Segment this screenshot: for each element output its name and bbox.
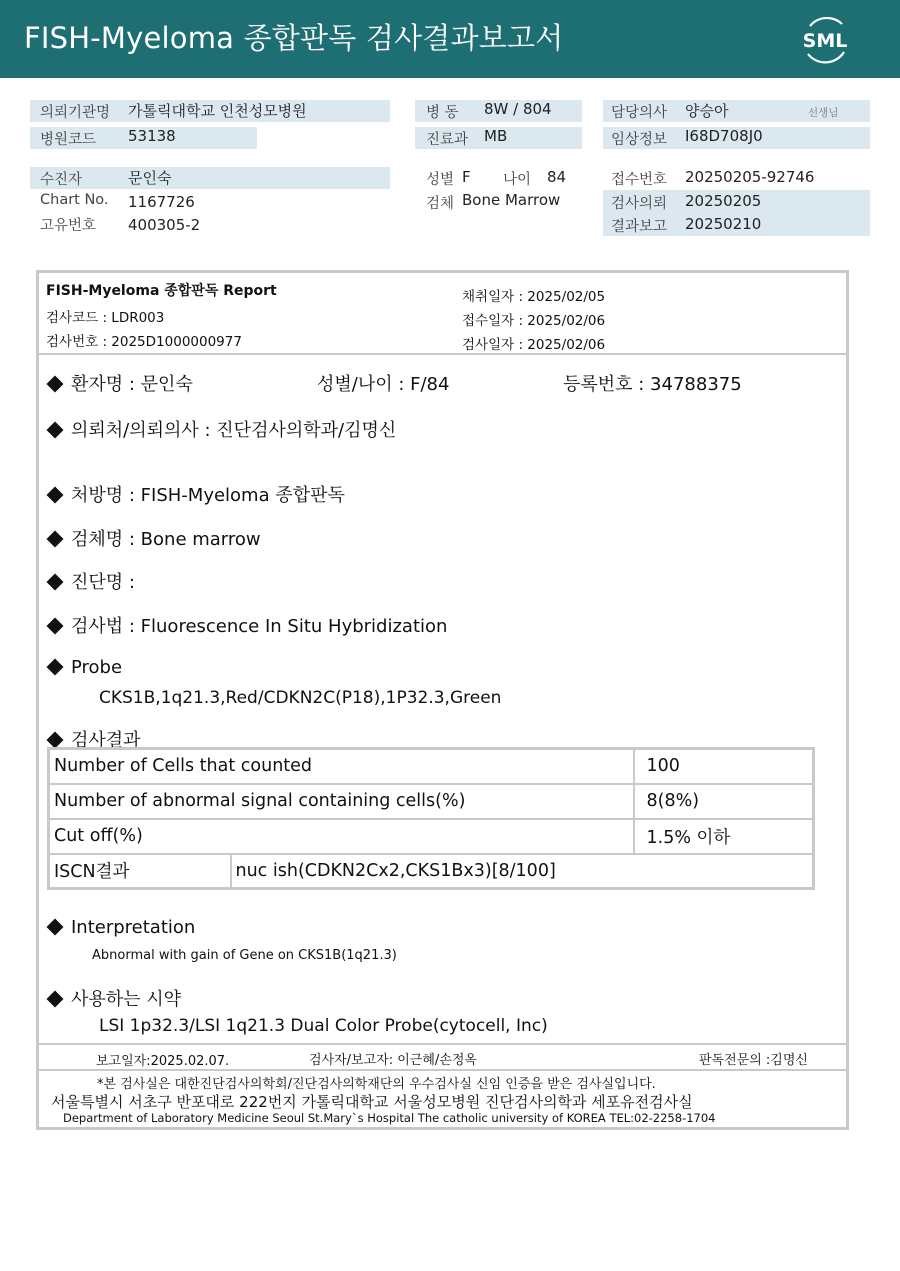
method: 검사법 : Fluorescence In Situ Hybridization (45, 612, 447, 638)
clinical-label: 임상정보 (611, 132, 668, 148)
diamond-bullet-icon (47, 574, 64, 591)
table-row (49, 854, 814, 889)
report-frame (36, 270, 849, 1130)
specialist: 판독전문의 :김명신 (699, 1053, 808, 1068)
chart-label: Chart No. (40, 192, 109, 208)
result-value-cell: 1.5% 이하 (634, 819, 814, 854)
table-row (49, 749, 814, 784)
iscn-label-cell: ISCN결과 (49, 854, 231, 889)
referrer: 의뢰처/의뢰의사 : 진단검사의학과/김명신 (45, 416, 396, 442)
sml-logo (798, 12, 852, 66)
patient-name: 환자명 : 문인숙 (45, 370, 193, 396)
result-value-cell: 100 (634, 749, 814, 784)
certification-note: *본 검사실은 대한진단검사의학회/진단검사의학재단의 우수검사실 신임 인증을 받은 검사실입니다. (97, 1077, 656, 1092)
exam-date: 검사일자 : 2025/02/06 (462, 337, 606, 353)
sex-age: 성별/나이 : F/84 (317, 374, 450, 395)
diamond-bullet-icon (47, 732, 64, 749)
header-bar (0, 0, 900, 78)
lab-address: 서울특별시 서초구 반포대로 222번지 가톨릭대학교 서울성모병원 진단검사의학과 세포유전검사실 (51, 1093, 693, 1111)
diamond-bullet-icon (47, 376, 64, 393)
probe-label: Probe (45, 657, 122, 678)
result-value-cell: 8(8%) (634, 784, 814, 819)
diamond-bullet-icon (47, 422, 64, 439)
iscn-value-cell: nuc ish(CDKN2Cx2,CKS1Bx3)[8/100] (231, 854, 814, 889)
report-date: 보고일자:2025.02.07. (96, 1054, 230, 1069)
doctor-value: 양승아 (685, 102, 729, 120)
result-date-value: 20250210 (685, 215, 762, 233)
result-label-cell: Number of Cells that counted (49, 749, 634, 784)
age-label: 나이 (503, 172, 532, 188)
table-row (49, 819, 814, 854)
receipt-label: 접수번호 (611, 172, 668, 188)
report-title: FISH-Myeloma 종합판독 Report (46, 283, 277, 299)
logo-text: SML (802, 30, 848, 52)
doctor-label: 담당의사 (611, 105, 668, 121)
chart-value: 1167726 (128, 193, 195, 211)
patient-value: 문인숙 (128, 169, 172, 187)
result-date-label: 결과보고 (611, 219, 668, 235)
diamond-bullet-icon (47, 618, 64, 635)
ward-label: 병 동 (426, 105, 459, 121)
diagnosis: 진단명 : (45, 568, 135, 594)
institution-value: 가톨릭대학교 인천성모병원 (128, 102, 307, 120)
doctor-suffix: 선생님 (808, 107, 839, 119)
interpretation-label: Interpretation (45, 917, 195, 938)
test-code: 검사코드 : LDR003 (46, 310, 165, 326)
specimen-label: 검체 (426, 196, 455, 212)
examiner: 검사자/보고자: 이근혜/손정옥 (309, 1053, 477, 1068)
report-signature-row (39, 1043, 846, 1071)
sex-label: 성별 (426, 172, 455, 188)
specimen-name: 검체명 : Bone marrow (45, 525, 261, 551)
department-label: 진료과 (426, 132, 469, 148)
table-row (49, 784, 814, 819)
diamond-bullet-icon (47, 919, 64, 936)
hospital-code-value: 53138 (128, 127, 176, 145)
department-english: Department of Laboratory Medicine Seoul St.Mary`s Hospital The catholic university of KOREA TEL:02-2258-1704 (63, 1111, 716, 1125)
institution-label: 의뢰기관명 (40, 105, 111, 121)
diamond-bullet-icon (47, 531, 64, 548)
collect-date: 채취일자 : 2025/02/05 (462, 289, 606, 305)
specimen-value: Bone Marrow (462, 191, 561, 209)
page-title: FISH-Myeloma 종합판독 검사결과보고서 (24, 21, 564, 55)
sex-value: F (462, 168, 471, 186)
patient-label: 수진자 (40, 172, 83, 188)
diamond-bullet-icon (47, 487, 64, 504)
department-value: MB (484, 127, 508, 145)
diamond-bullet-icon (47, 659, 64, 676)
receipt-value: 20250205-92746 (685, 168, 815, 186)
unique-value: 400305-2 (128, 216, 201, 234)
result-label-cell: Cut off(%) (49, 819, 634, 854)
unique-label: 고유번호 (40, 218, 97, 234)
age-value: 84 (547, 168, 567, 186)
test-number: 검사번호 : 2025D1000000977 (46, 334, 242, 350)
reagent-value: LSI 1p32.3/LSI 1q21.3 Dual Color Probe(cytocell, Inc) (99, 1016, 548, 1036)
report-header (39, 273, 846, 355)
receive-date: 접수일자 : 2025/02/06 (462, 313, 606, 329)
result-label-cell: Number of abnormal signal containing cells(%) (49, 784, 634, 819)
registration-number: 등록번호 : 34788375 (563, 374, 742, 395)
result-section-label: 검사결과 (45, 726, 141, 752)
hospital-code-label: 병원코드 (40, 132, 97, 148)
ward-value: 8W / 804 (484, 100, 552, 118)
request-label: 검사의뢰 (611, 196, 668, 212)
interpretation-value: Abnormal with gain of Gene on CKS1B(1q21.3) (92, 948, 397, 963)
probe-value: CKS1B,1q21.3,Red/CDKN2C(P18),1P32.3,Green (99, 688, 502, 708)
clinical-value: I68D708J0 (685, 127, 763, 145)
reagent-label: 사용하는 시약 (45, 985, 181, 1011)
request-value: 20250205 (685, 192, 762, 210)
prescription: 처방명 : FISH-Myeloma 종합판독 (45, 481, 345, 507)
diamond-bullet-icon (47, 991, 64, 1008)
patient-row (30, 167, 390, 189)
result-table (47, 747, 815, 890)
